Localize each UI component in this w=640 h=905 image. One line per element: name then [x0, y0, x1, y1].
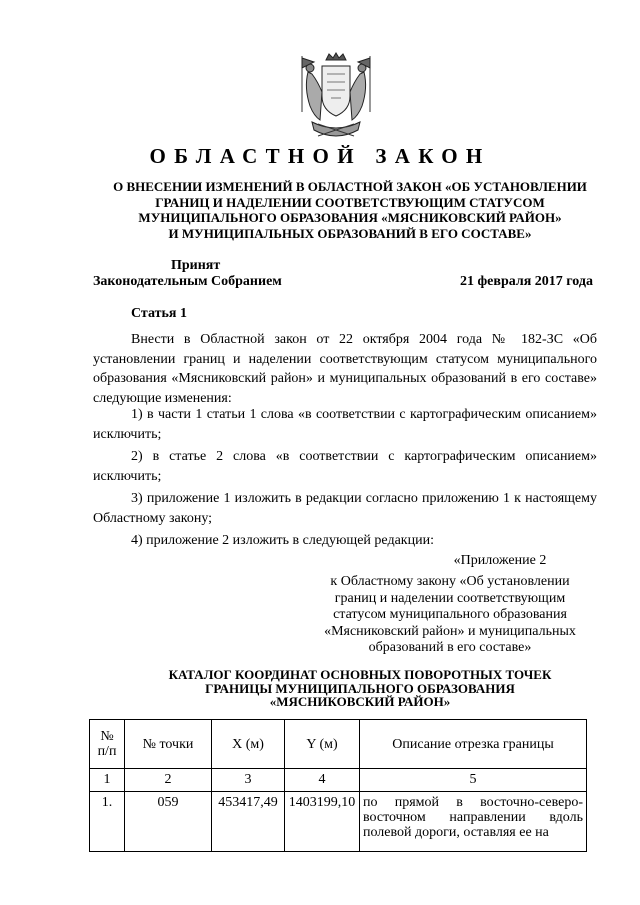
subtitle-line: О ВНЕСЕНИИ ИЗМЕНЕНИЙ В ОБЛАСТНОЙ ЗАКОН «ОБ УСТАНОВЛЕНИИ — [113, 179, 587, 194]
adopted-by: Законодательным Собранием — [93, 274, 282, 289]
catalog-title-line: ГРАНИЦЫ МУНИЦИПАЛЬНОГО ОБРАЗОВАНИЯ — [205, 680, 515, 696]
adoption-block — [93, 258, 640, 290]
article-item-2: 2) в статье 2 слова «в соответствии с картографическим описанием» исключить; — [93, 449, 597, 484]
coordinates-table — [89, 719, 587, 852]
adopted-label: Принят — [171, 258, 221, 273]
adoption-date: 21 февраля 2017 года — [460, 274, 593, 289]
column-number: 2 — [125, 769, 212, 792]
table-header-row — [90, 720, 587, 769]
appendix-line: статусом муниципального образования — [333, 607, 567, 622]
row-description: по прямой в восточно-северо-восточном направлении вдоль полевой дороги, оставляя ее на — [360, 792, 587, 852]
column-header-y: Y (м) — [285, 720, 360, 769]
catalog-title-line: «МЯСНИКОВСКИЙ РАЙОН» — [269, 694, 451, 709]
row-index: 1. — [90, 792, 125, 852]
article-intro-paragraph: Внести в Областной закон от 22 октября 2004 года № 182-ЗС «Об установлении границ и наделении соответствующим статусом муниципального образования «Мясниковский район» и муниципальных образований в его составе» следующие изменения: — [93, 332, 597, 406]
column-number: 1 — [90, 769, 125, 792]
appendix-reference — [300, 574, 600, 657]
law-subtitle — [80, 179, 620, 241]
column-header-description: Описание отрезка границы — [360, 720, 587, 769]
column-header-point: № точки — [125, 720, 212, 769]
article-heading: Статья 1 — [131, 306, 187, 321]
article-item-4: 4) приложение 2 изложить в следующей редакции: — [131, 533, 434, 548]
subtitle-line: ГРАНИЦ И НАДЕЛЕНИИ СООТВЕТСТВУЮЩИМ СТАТУСОМ — [155, 194, 545, 210]
appendix-line: «Мясниковский район» и муниципальных — [324, 623, 576, 639]
appendix-line: образований в его составе» — [368, 640, 532, 655]
column-number: 5 — [360, 769, 587, 792]
appendix-line: к Областному закону «Об установлении — [330, 574, 570, 589]
catalog-title — [80, 668, 640, 709]
catalog-title-line: КАТАЛОГ КООРДИНАТ ОСНОВНЫХ ПОВОРОТНЫХ ТОЧЕК — [168, 667, 552, 682]
row-x: 453417,49 — [212, 792, 285, 852]
article-item-1: 1) в части 1 статьи 1 слова «в соответствии с картографическим описанием» исключить; — [93, 407, 597, 442]
article-item-3: 3) приложение 1 изложить в редакции согласно приложению 1 к настоящему Областному закону; — [93, 491, 597, 526]
table-row — [90, 792, 587, 852]
row-point: 059 — [125, 792, 212, 852]
subtitle-line: И МУНИЦИПАЛЬНЫХ ОБРАЗОВАНИЙ В ЕГО СОСТАВЕ» — [168, 225, 532, 241]
coat-of-arms-emblem — [298, 52, 374, 144]
appendix-title: «Приложение 2 — [453, 553, 547, 568]
row-y: 1403199,10 — [285, 792, 360, 852]
column-header-index: № п/п — [90, 720, 125, 769]
law-title: ОБЛАСТНОЙ ЗАКОН — [149, 144, 491, 168]
subtitle-line: МУНИЦИПАЛЬНОГО ОБРАЗОВАНИЯ «МЯСНИКОВСКИЙ РАЙОН» — [138, 210, 562, 225]
column-number: 3 — [212, 769, 285, 792]
column-number-row — [90, 769, 587, 792]
column-header-x: X (м) — [212, 720, 285, 769]
column-number: 4 — [285, 769, 360, 792]
appendix-label — [300, 553, 600, 570]
appendix-line: границ и наделении соответствующим — [334, 590, 566, 606]
